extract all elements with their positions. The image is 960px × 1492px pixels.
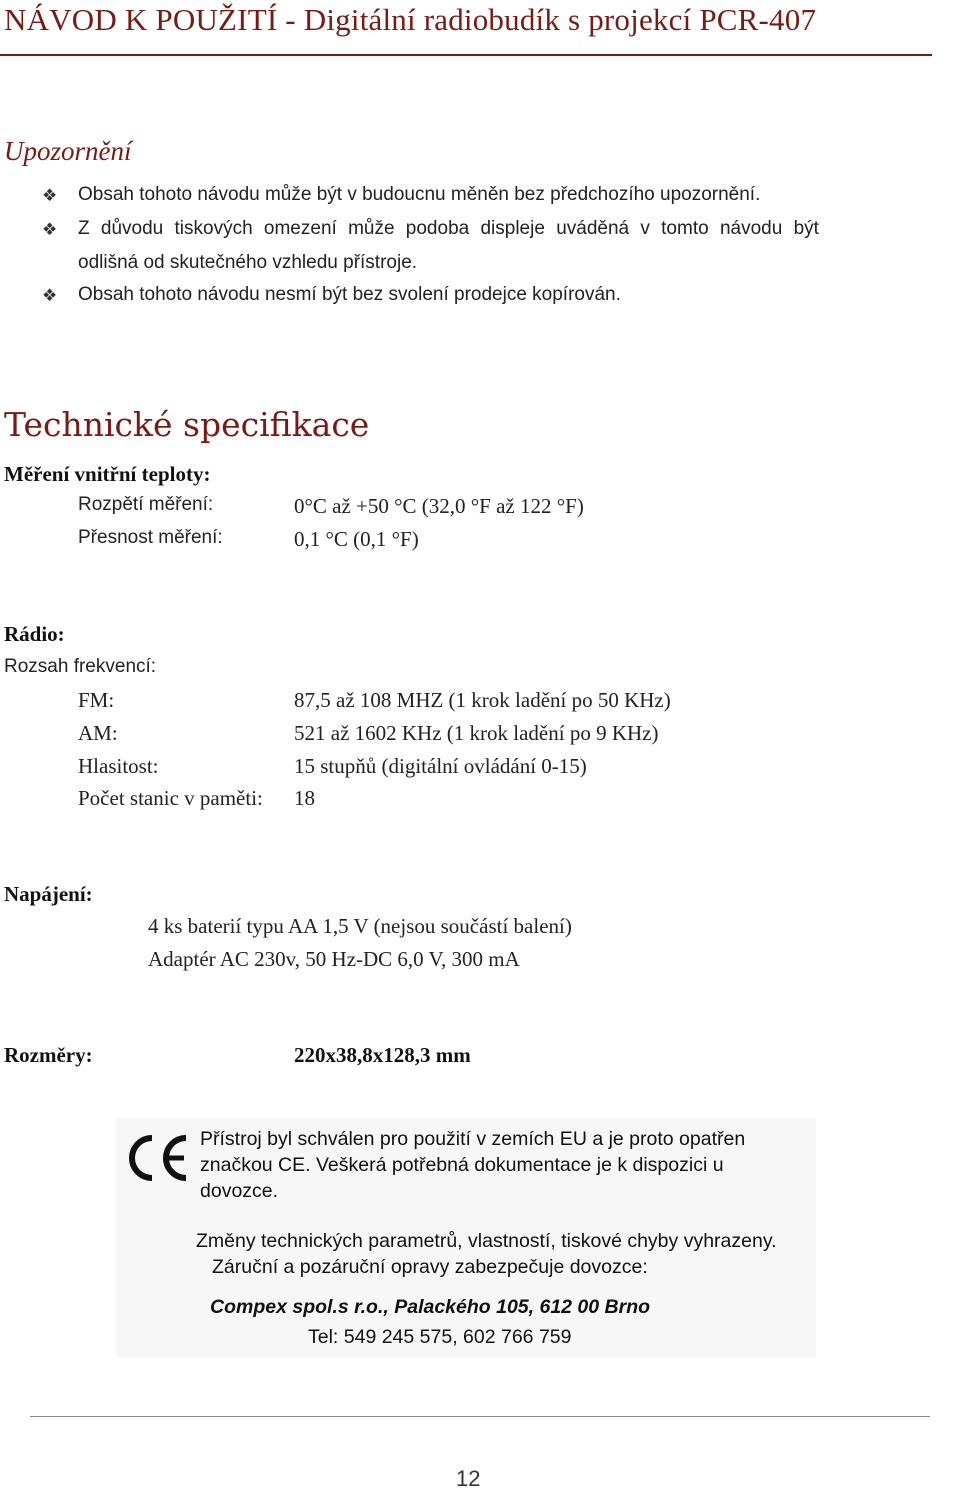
warning-item: Z důvodu tiskových omezení může podoba displeje uváděná v tomto návodu být [78,218,819,239]
spec-value: 18 [294,786,315,810]
ce-notice-line: Změny technických parametrů, vlastností, tiskové chyby vyhrazeny. [196,1230,777,1252]
footer-divider [30,1416,930,1417]
warning-item: Obsah tohoto návodu může být v budoucnu měněn bez předchozího upozornění. [78,184,761,205]
spec-name: Počet stanic v paměti: [78,786,263,810]
ce-notice-line: dovozce. [200,1180,279,1202]
ce-mark-icon [122,1132,192,1184]
power-label: Napájení: [4,882,93,906]
importer-phone: Tel: 549 245 575, 602 766 759 [308,1326,572,1348]
header-divider [0,54,932,56]
spec-value: 521 až 1602 KHz (1 krok ladění po 9 KHz) [294,721,659,745]
dimensions-value: 220x38,8x128,3 mm [294,1043,471,1067]
power-line: 4 ks baterií typu AA 1,5 V (nejsou součástí balení) [148,914,572,938]
spec-name: Rozpětí měření: [78,494,214,515]
power-line: Adaptér AC 230v, 50 Hz-DC 6,0 V, 300 mA [148,947,520,971]
warning-heading: Upozornění [4,136,132,166]
spec-name: Hlasitost: [78,754,159,778]
specs-heading: Technické specifikace [4,405,370,444]
page-number: 12 [456,1466,481,1491]
spec-name: Přesnost měření: [78,527,223,548]
diamond-bullet-icon: ❖ [42,286,58,305]
spec-name: FM: [78,688,115,712]
temperature-label: Měření vnitřní teploty: [4,462,211,486]
spec-value: 0,1 °C (0,1 °F) [294,527,419,551]
diamond-bullet-icon: ❖ [42,186,58,205]
diamond-bullet-icon: ❖ [42,220,58,239]
spec-value: 87,5 až 108 MHZ (1 krok ladění po 50 KHz) [294,688,671,712]
frequency-range-label: Rozsah frekvencí: [4,656,157,677]
spec-value: 15 stupňů (digitální ovládání 0-15) [294,754,587,778]
page-title: NÁVOD K POUŽITÍ - Digitální radiobudík s projekcí PCR-407 [4,2,817,37]
spec-value: 0°C až +50 °C (32,0 °F až 122 °F) [294,494,584,518]
radio-label: Rádio: [4,622,65,646]
ce-notice-line: Přístroj byl schválen pro použití v zemích EU a je proto opatřen [200,1128,746,1150]
ce-notice-box [116,1118,816,1358]
warning-item: Obsah tohoto návodu nesmí být bez svolení prodejce kopírován. [78,284,621,305]
dimensions-label: Rozměry: [4,1043,93,1067]
ce-notice-line: Záruční a pozáruční opravy zabezpečuje dovozce: [212,1256,648,1278]
importer-address: Compex spol.s r.o., Palackého 105, 612 00 Brno [210,1296,651,1318]
warning-item-continued: odlišná od skutečného vzhledu přístroje. [78,252,418,273]
ce-notice-line: značkou CE. Veškerá potřebná dokumentace je k dispozici u [200,1154,724,1176]
spec-name: AM: [78,721,118,745]
